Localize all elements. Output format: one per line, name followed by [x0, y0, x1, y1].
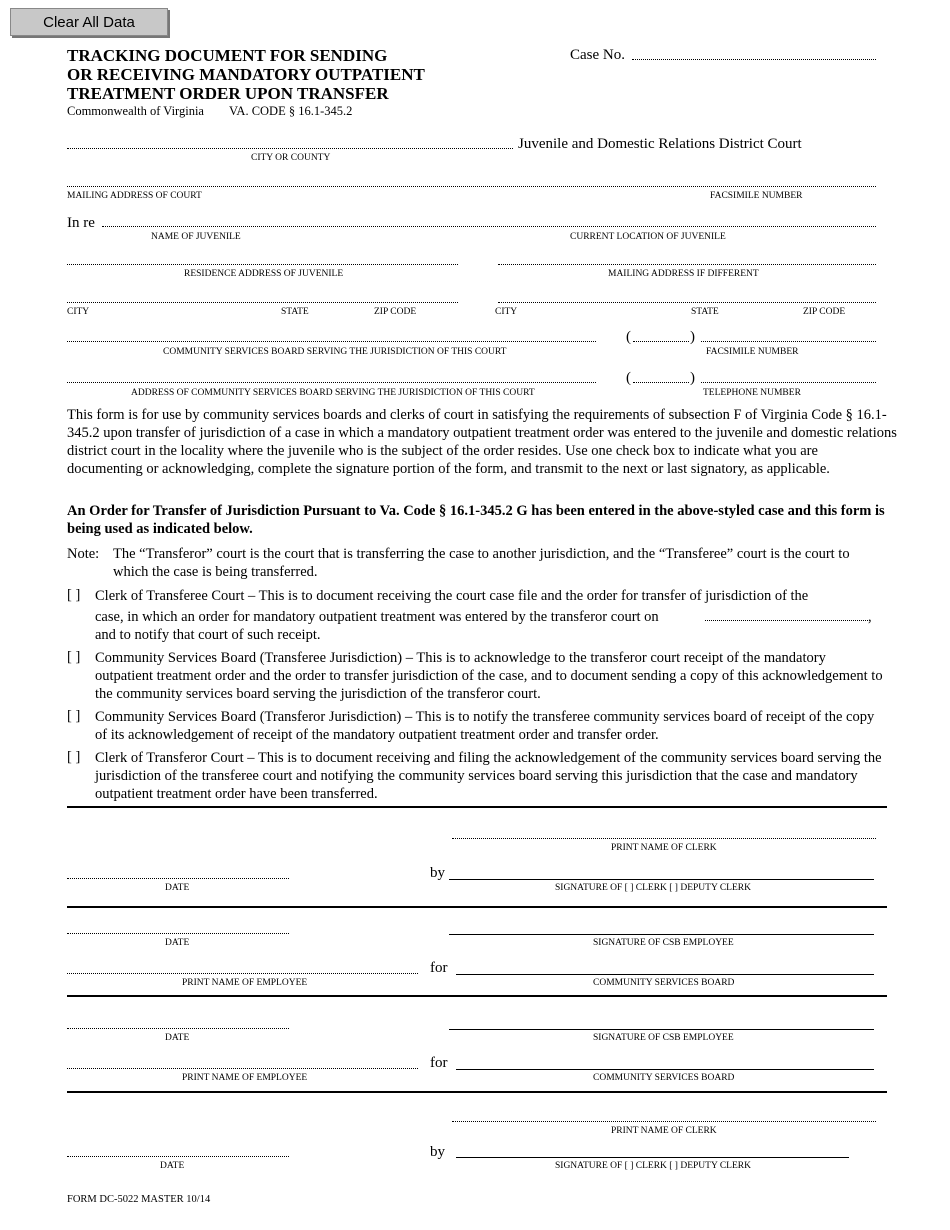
fax-paren-close: ) [690, 329, 695, 345]
divider-2 [67, 906, 887, 908]
csb-address-field[interactable] [67, 382, 596, 383]
city-county-caption: CITY OR COUNTY [251, 153, 331, 163]
checkbox-transferee-clerk[interactable]: [ ] [67, 587, 81, 603]
print-clerk-caption-1: PRINT NAME OF CLERK [611, 843, 717, 853]
city-caption-2: CITY [495, 307, 518, 317]
clerk-signature-caption-1: SIGNATURE OF [ ] CLERK [ ] DEPUTY CLERK [555, 883, 751, 893]
court-fax-caption: FACSIMILE NUMBER [710, 191, 803, 201]
court-address-field[interactable] [67, 186, 876, 187]
residence-field[interactable] [67, 264, 458, 265]
juvenile-name-field[interactable] [102, 226, 876, 227]
date-caption-2: DATE [165, 938, 190, 948]
title-line-1: TRACKING DOCUMENT FOR SENDING [67, 46, 388, 65]
date-field-1[interactable] [67, 878, 289, 879]
form-title [67, 46, 487, 103]
city-caption-1: CITY [67, 307, 90, 317]
court-name: Juvenile and Domestic Relations District Court [518, 136, 802, 152]
print-clerk-field-2[interactable] [452, 1121, 876, 1122]
date-field-3[interactable] [67, 1028, 289, 1029]
juvenile-location-caption: CURRENT LOCATION OF JUVENILE [570, 232, 726, 242]
city-county-field[interactable] [67, 148, 513, 149]
date-field-2[interactable] [67, 933, 289, 934]
option-3-text: Community Services Board (Transferor Jurisdiction) – This is to notify the transferee community services board of receipt of the copy of its acknowledgement of receipt of the mandatory outpatient treatment order and transfer order. [95, 709, 875, 743]
for-label-1: for [430, 960, 448, 976]
print-employee-caption-1: PRINT NAME OF EMPLOYEE [182, 978, 308, 988]
state-caption-2: STATE [691, 307, 719, 317]
clear-all-data-button[interactable]: Clear All Data [10, 8, 168, 36]
csb-name-field-sig-2[interactable] [456, 1069, 874, 1070]
checkbox-transferor-csb[interactable]: [ ] [67, 708, 81, 724]
state-caption-1: STATE [281, 307, 309, 317]
title-line-3: TREATMENT ORDER UPON TRANSFER [67, 84, 389, 103]
csb-signature-caption-1: SIGNATURE OF CSB EMPLOYEE [593, 938, 734, 948]
option-4-text: Clerk of Transferor Court – This is to document receiving and filing the acknowledgement of the community services board serving the jurisdiction of the transferee court and notifying the community services board serving this jurisdiction that the case and mandatory outpatient treatment order have been transferred. [95, 750, 882, 802]
csb-signature-field-1[interactable] [449, 934, 874, 935]
date-caption-4: DATE [160, 1161, 185, 1171]
intro-paragraph: This form is for use by community services boards and clerks of court in satisfying the requirements of subsection F of Virginia Code § 16.1-345.2 upon transfer of jurisdiction of a case in which a mandatory outpatient treatment order was entered to the juvenile and domestic relations district court in the locality where the juvenile who is the subject of the order resides. Use one check box to indicate what you are documenting or acknowledging, complete the signature portion of the form, and transmit to the next or last signatory, as applicable. [67, 407, 897, 477]
by-label-1: by [430, 865, 445, 881]
phone-paren-close: ) [690, 370, 695, 386]
city-state-zip-field-2[interactable] [498, 302, 876, 303]
divider-3 [67, 995, 887, 997]
phone-area-code-field[interactable] [633, 382, 689, 383]
option-1-line-b: case, in which an order for mandatory outpatient treatment was entered by the transferor court on [95, 609, 659, 625]
order-paragraph: An Order for Transfer of Jurisdiction Pursuant to Va. Code § 16.1-345.2 G has been entered in the above-styled case and this form is being used as indicated below. [67, 503, 885, 537]
residence-caption: RESIDENCE ADDRESS OF JUVENILE [184, 269, 344, 279]
mailing-diff-field[interactable] [498, 264, 876, 265]
form-number: FORM DC-5022 MASTER 10/14 [67, 1194, 211, 1205]
zip-caption-1: ZIP CODE [374, 307, 417, 317]
csb-fax-caption: FACSIMILE NUMBER [706, 347, 799, 357]
csb-name-field[interactable] [67, 341, 596, 342]
option-1-line-a: Clerk of Transferee Court – This is to document receiving the court case file and the order for transfer of jurisdiction of the [95, 588, 809, 604]
zip-caption-2: ZIP CODE [803, 307, 846, 317]
for-label-2: for [430, 1055, 448, 1071]
commonwealth-label: Commonwealth of Virginia [67, 104, 204, 118]
divider-4 [67, 1091, 887, 1093]
checkbox-transferee-csb[interactable]: [ ] [67, 649, 81, 665]
checkbox-transferor-clerk[interactable]: [ ] [67, 749, 81, 765]
fax-paren-open: ( [626, 329, 631, 345]
mailing-diff-caption: MAILING ADDRESS IF DIFFERENT [608, 269, 759, 279]
csb-signature-field-2[interactable] [449, 1029, 874, 1030]
print-employee-field-2[interactable] [67, 1068, 418, 1069]
phone-paren-open: ( [626, 370, 631, 386]
option-2-text: Community Services Board (Transferee Jurisdiction) – This is to acknowledge to the transferor court receipt of the mandatory outpatient treatment order and the order to transfer jurisdiction of the case, and to document sending a copy of this acknowledgement to the community services board serving the jurisdiction of the transferor court. [95, 650, 883, 702]
csb-fax-field[interactable] [701, 341, 876, 342]
csb-name-caption: COMMUNITY SERVICES BOARD SERVING THE JURISDICTION OF THIS COURT [163, 347, 507, 357]
date-caption-1: DATE [165, 883, 190, 893]
transfer-date-field[interactable] [705, 620, 868, 621]
print-employee-caption-2: PRINT NAME OF EMPLOYEE [182, 1073, 308, 1083]
city-state-zip-field-1[interactable] [67, 302, 458, 303]
juvenile-name-caption: NAME OF JUVENILE [151, 232, 241, 242]
date-field-4[interactable] [67, 1156, 289, 1157]
csb-phone-field[interactable] [701, 382, 876, 383]
court-address-caption: MAILING ADDRESS OF COURT [67, 191, 202, 201]
title-line-2: OR RECEIVING MANDATORY OUTPATIENT [67, 65, 425, 84]
csb-address-caption: ADDRESS OF COMMUNITY SERVICES BOARD SERVING THE JURISDICTION OF THIS COURT [131, 388, 535, 398]
date-caption-3: DATE [165, 1033, 190, 1043]
csb-name-field-sig-1[interactable] [456, 974, 874, 975]
clerk-signature-field-1[interactable] [449, 879, 874, 880]
csb-phone-caption: TELEPHONE NUMBER [703, 388, 801, 398]
option-1-comma: , [868, 609, 872, 625]
case-no-field[interactable] [632, 59, 876, 60]
print-employee-field-1[interactable] [67, 973, 418, 974]
print-clerk-field-1[interactable] [452, 838, 876, 839]
csb-signature-caption-2: SIGNATURE OF CSB EMPLOYEE [593, 1033, 734, 1043]
note-label: Note: [67, 546, 100, 562]
note-text: The “Transferor” court is the court that is transferring the case to another jurisdiction, and the “Transferee” court is the court to which the case is being transferred. [113, 546, 850, 580]
va-code-label: VA. CODE § 16.1-345.2 [229, 104, 353, 118]
clerk-signature-field-2[interactable] [456, 1157, 849, 1158]
fax-area-code-field[interactable] [633, 341, 689, 342]
csb-caption-1: COMMUNITY SERVICES BOARD [593, 978, 735, 988]
clerk-signature-caption-2: SIGNATURE OF [ ] CLERK [ ] DEPUTY CLERK [555, 1161, 751, 1171]
divider-1 [67, 806, 887, 808]
in-re-label: In re [67, 215, 95, 231]
print-clerk-caption-2: PRINT NAME OF CLERK [611, 1126, 717, 1136]
case-no-label: Case No. [570, 47, 625, 63]
by-label-2: by [430, 1144, 445, 1160]
option-1-line-c: and to notify that court of such receipt. [95, 627, 321, 643]
csb-caption-2: COMMUNITY SERVICES BOARD [593, 1073, 735, 1083]
